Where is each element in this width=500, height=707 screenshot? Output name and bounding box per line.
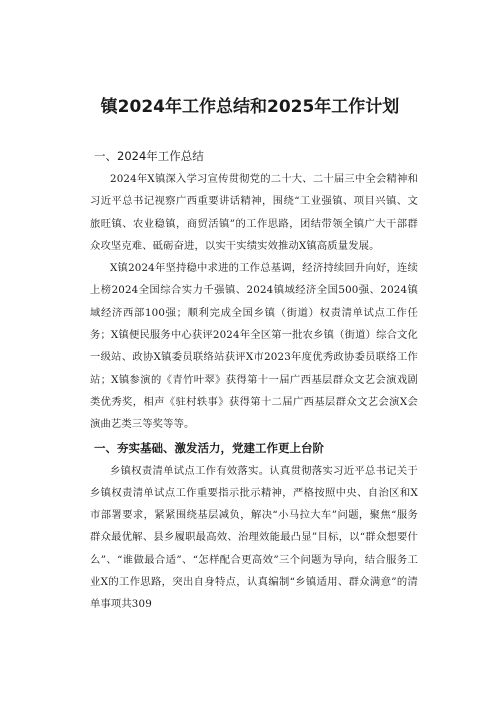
paragraph-2: X镇2024年坚持稳中求进的工作总基调，经济持续回升向好，连续上榜2024全国综合实力千强镇、2024镇域经济全国500强、2024镇域经济西部100强；顺利完成全国乡镇（街道）权责清单试点工作任务；X镇便民服务中心获评2024年全区第一批农乡镇（街道）综合文化一级站、政协X镇委员联络站获评X市2023年度优秀政协委员联络工作站；X镇参演的《青竹叶翠》获得第十一届广西基层群众文艺会演戏剧类优秀奖，相声《驻村轶事》获得第十二届广西基层群众文艺会演X会演曲艺类三等奖等等。 bbox=[90, 262, 418, 431]
paragraph-3: 乡镇权责清单试点工作有效落实。认真贯彻落实习近平总书记关于乡镇权责清单试点工作重要指示批示精神，严格按照中央、自治区和X市部署要求，紧紧围绕基层减负，解决“小马拉大车”问题，聚焦“服务群众最优解、县乡履职最高效、治理效能最凸显”目标，以“群众想要什么”、“谁做最合适”、“怎样配合更高效”三个问题为导向，结合服务工业X的工作思路，突出自身特点，认真编制“乡镇适用、群众满意”的清单事项共309 bbox=[90, 464, 418, 611]
section-heading: 一、2024年工作总结 bbox=[94, 149, 204, 163]
document-body bbox=[90, 144, 418, 616]
document-title: 镇2024年工作总结和2025年工作计划 bbox=[100, 97, 400, 117]
paragraph-1: 2024年X镇深入学习宣传贯彻党的二十大、二十届三中全会精神和习近平总书记视察广西重要讲话精神，围绕“工业强镇、项目兴镇、文旅旺镇、农业稳镇，商贸活镇”的工作思路，团结带领全镇广大干部群众攻坚克难、砥砺奋进，以实干实绩实效推动X镇高质量发展。 bbox=[90, 173, 418, 252]
subsection-heading: 一、夯实基础、激发活力，党建工作更上台阶 bbox=[94, 440, 324, 455]
